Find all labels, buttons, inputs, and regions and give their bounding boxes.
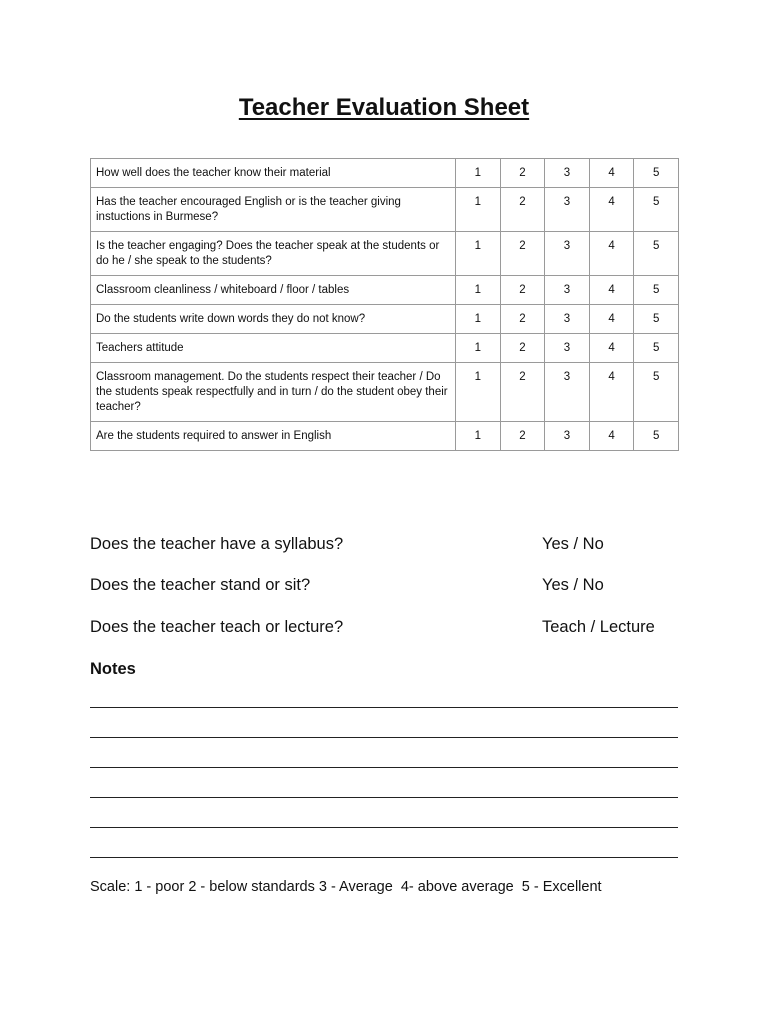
score-cell-4[interactable]: 4 (589, 159, 634, 188)
table-row (91, 305, 679, 334)
score-cell-3[interactable]: 3 (545, 305, 590, 334)
table-row (91, 363, 679, 422)
score-cell-3[interactable]: 3 (545, 363, 590, 422)
score-cell-2[interactable]: 2 (500, 422, 545, 451)
score-cell-4[interactable]: 4 (589, 276, 634, 305)
question-label: Does the teacher teach or lecture? (90, 618, 344, 636)
score-cell-4[interactable]: 4 (589, 334, 634, 363)
question-cell: Teachers attitude (91, 334, 456, 363)
table-row (91, 276, 679, 305)
table-row (91, 334, 679, 363)
score-cell-5[interactable]: 5 (634, 232, 679, 276)
notes-line[interactable] (90, 707, 678, 708)
score-cell-1[interactable]: 1 (456, 363, 501, 422)
page-title: Teacher Evaluation Sheet (238, 94, 530, 121)
answer-options[interactable]: Yes / No (542, 576, 604, 594)
question-cell: Classroom management. Do the students respect their teacher / Do the students speak respectfully and in turn / do the student obey their teacher? (91, 363, 456, 422)
score-cell-1[interactable]: 1 (456, 159, 501, 188)
score-cell-1[interactable]: 1 (456, 305, 501, 334)
score-cell-2[interactable]: 2 (500, 159, 545, 188)
table-row (91, 232, 679, 276)
question-cell: Do the students write down words they do not know? (91, 305, 456, 334)
score-cell-5[interactable]: 5 (634, 334, 679, 363)
score-cell-4[interactable]: 4 (589, 305, 634, 334)
score-cell-2[interactable]: 2 (500, 276, 545, 305)
question-cell: Are the students required to answer in English (91, 422, 456, 451)
notes-line[interactable] (90, 857, 678, 858)
score-cell-3[interactable]: 3 (545, 159, 590, 188)
question-cell: How well does the teacher know their material (91, 159, 456, 188)
score-cell-4[interactable]: 4 (589, 232, 634, 276)
syllabus-question (90, 535, 680, 557)
score-cell-1[interactable]: 1 (456, 232, 501, 276)
score-cell-5[interactable]: 5 (634, 422, 679, 451)
scale-legend: Scale: 1 - poor 2 - below standards 3 - Average 4- above average 5 - Excellent (90, 879, 602, 895)
question-label: Does the teacher stand or sit? (90, 576, 311, 594)
score-cell-3[interactable]: 3 (545, 422, 590, 451)
answer-options[interactable]: Teach / Lecture (542, 618, 655, 636)
score-cell-3[interactable]: 3 (545, 188, 590, 232)
stand-sit-question (90, 576, 680, 598)
question-cell: Is the teacher engaging? Does the teacher speak at the students or do he / she speak to the students? (91, 232, 456, 276)
table-row (91, 188, 679, 232)
score-cell-1[interactable]: 1 (456, 422, 501, 451)
score-cell-4[interactable]: 4 (589, 188, 634, 232)
score-cell-5[interactable]: 5 (634, 363, 679, 422)
score-cell-1[interactable]: 1 (456, 276, 501, 305)
score-cell-2[interactable]: 2 (500, 334, 545, 363)
score-cell-5[interactable]: 5 (634, 188, 679, 232)
score-cell-3[interactable]: 3 (545, 334, 590, 363)
score-cell-4[interactable]: 4 (589, 363, 634, 422)
score-cell-5[interactable]: 5 (634, 159, 679, 188)
score-cell-5[interactable]: 5 (634, 276, 679, 305)
evaluation-table (90, 158, 679, 451)
table-row (91, 422, 679, 451)
score-cell-1[interactable]: 1 (456, 188, 501, 232)
question-cell: Has the teacher encouraged English or is the teacher giving instuctions in Burmese? (91, 188, 456, 232)
score-cell-2[interactable]: 2 (500, 363, 545, 422)
table-row (91, 159, 679, 188)
teach-lecture-question (90, 618, 680, 640)
score-cell-3[interactable]: 3 (545, 232, 590, 276)
question-cell: Classroom cleanliness / whiteboard / floor / tables (91, 276, 456, 305)
answer-options[interactable]: Yes / No (542, 535, 604, 553)
score-cell-4[interactable]: 4 (589, 422, 634, 451)
notes-line[interactable] (90, 797, 678, 798)
score-cell-5[interactable]: 5 (634, 305, 679, 334)
score-cell-2[interactable]: 2 (500, 232, 545, 276)
notes-heading: Notes (90, 660, 136, 678)
notes-line[interactable] (90, 827, 678, 828)
score-cell-2[interactable]: 2 (500, 305, 545, 334)
question-label: Does the teacher have a syllabus? (90, 535, 344, 553)
score-cell-3[interactable]: 3 (545, 276, 590, 305)
score-cell-2[interactable]: 2 (500, 188, 545, 232)
notes-line[interactable] (90, 767, 678, 768)
notes-line[interactable] (90, 737, 678, 738)
score-cell-1[interactable]: 1 (456, 334, 501, 363)
